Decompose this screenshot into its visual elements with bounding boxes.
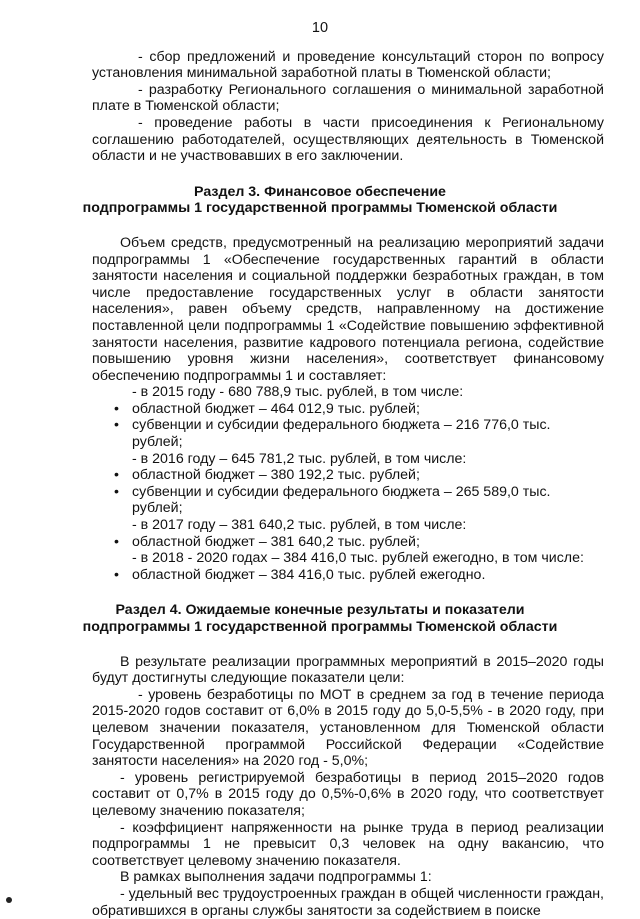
section3-title-line1: Раздел 3. Финансовое обеспечение — [194, 183, 446, 200]
funding-bullet-item: • областной бюджет – 464 012,9 тыс. рублей; — [114, 401, 604, 418]
intro-item: - разработку Регионального соглашения о минимальной заработной плате в Тюменской области; — [92, 81, 604, 115]
section4-title-line2: подпрограммы 1 государственной программы Тюменской области — [82, 619, 558, 635]
funding-bullet-item: • областной бюджет – 381 640,2 тыс. рублей; — [114, 534, 604, 551]
section3-heading — [36, 184, 604, 217]
funding-bullet-item: • областной бюджет – 384 416,0 тыс. рублей ежегодно. — [114, 567, 604, 584]
funding-list — [92, 384, 604, 583]
funding-year-item: - в 2016 году – 645 781,2 тыс. рублей, в том числе: — [132, 450, 467, 467]
funding-year-item: - в 2015 году - 680 788,9 тыс. рублей, в том числе: — [132, 384, 464, 401]
section4-paragraph: - уровень безработицы по МОТ в среднем за год в течение периода 2015-2020 годов составит от 6,0% в 2015 году до 5,0-5,5% - в 2020 году, при целевом значении показателя, установленном для Тюменской области Государственной программой Российской Федерации «Содействие занятости населения» на 2020 год - 5,0%; — [92, 686, 604, 770]
funding-bullet-item: • областной бюджет – 380 192,2 тыс. рублей; — [114, 467, 604, 484]
funding-bullet-item: • субвенции и субсидии федерального бюджета – 216 776,0 тыс. рублей; — [114, 417, 604, 450]
scan-artifact-dot — [6, 897, 12, 903]
section4-paragraph: - удельный вес трудоустроенных граждан в общей численности граждан, обратившихся в органы службы занятости за содействием в поиске — [92, 885, 604, 919]
section4-paragraph: - коэффициент напряженности на рынке труда в период реализации подпрограммы 1 не превысит 0,3 человек на одну вакансию, что соответствует целевому значению показателя. — [92, 819, 604, 869]
page-number: 10 — [311, 20, 329, 36]
section4-heading — [36, 602, 604, 635]
funding-year-item: - в 2018 - 2020 годах – 384 416,0 тыс. рублей ежегодно, в том числе: — [132, 550, 584, 567]
section4-paragraph: В результате реализации программных мероприятий в 2015–2020 годы будут достигнуты следующие показатели цели: — [92, 653, 604, 687]
funding-bullet-item: • субвенции и субсидии федерального бюджета – 265 589,0 тыс. рублей; — [114, 484, 604, 517]
section4-paragraph: - уровень регистрируемой безработицы в период 2015–2020 годов составит от 0,7% в 2015 году до 0,5%-0,6% в 2020 году, что соответствует целевому значению показателя; — [92, 769, 604, 819]
section3-title-line2: подпрограммы 1 государственной программы Тюменской области — [82, 200, 558, 217]
section4-paragraph: В рамках выполнения задачи подпрограммы 1: — [120, 869, 432, 886]
intro-item: - сбор предложений и проведение консультаций сторон по вопросу установления минимальной заработной платы в Тюменской области; — [92, 48, 604, 82]
intro-item: - проведение работы в части присоединения к Региональному соглашению работодателей, осуществляющих деятельность в Тюменской области и не участвовавших в его заключении. — [92, 114, 604, 165]
section4-title-line1: Раздел 4. Ожидаемые конечные результаты и показатели — [115, 602, 525, 619]
section3-paragraph: Объем средств, предусмотренный на реализацию мероприятий задачи подпрограммы 1 «Обеспечение государственных гарантий в области занятости населения и социальной поддержки безработных граждан, в том числе предоставление государственных услуг в области занятости населения», равен объему средств, направленному на достижение поставленной цели подпрограммы 1 «Содействие повышению эффективной занятости населения, развитие кадрового потенциала региона, содействие повышению уровня жизни населения», соответствует финансовому обеспечению подпрограммы 1 и составляет: — [92, 234, 604, 384]
funding-year-item: - в 2017 году – 381 640,2 тыс. рублей, в том числе: — [132, 517, 467, 534]
